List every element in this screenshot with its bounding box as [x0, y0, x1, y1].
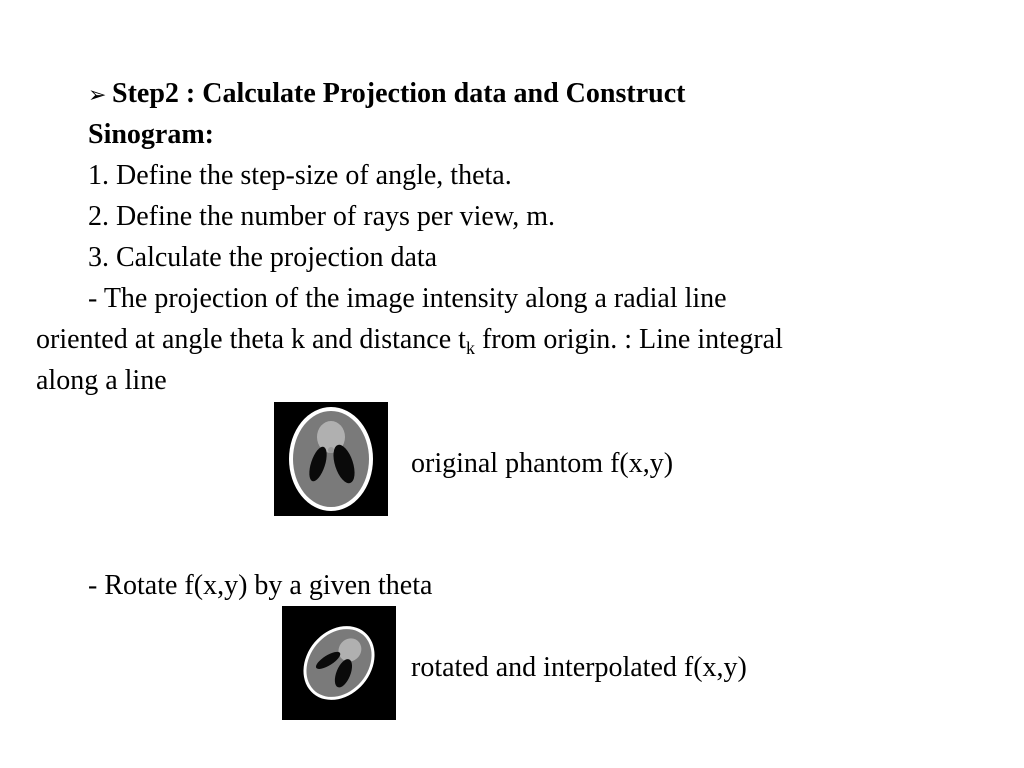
heading-line-2: Sinogram: — [88, 119, 214, 150]
caption-rotated-phantom: rotated and interpolated f(x,y) — [411, 652, 747, 683]
description-line-2 — [36, 323, 783, 357]
step-3-text: 3. Calculate the projection data — [88, 242, 438, 273]
rotate-text: - Rotate f(x,y) by a given theta — [88, 570, 433, 601]
caption-original-phantom: original phantom f(x,y) — [411, 448, 674, 479]
step-1-text: 1. Define the step-size of angle, theta. — [88, 160, 512, 191]
heading-text: Step2 : Calculate Projection data and Construct — [112, 78, 686, 109]
step-2-text: 2. Define the number of rays per view, m. — [88, 201, 556, 232]
rotated-phantom-image — [282, 606, 396, 720]
subscript-k: k — [465, 338, 475, 358]
arrow-bullet-icon: ➢ — [88, 83, 107, 108]
original-phantom-image — [274, 402, 388, 516]
description-line-3: along a line — [36, 365, 167, 396]
description-line-1: - The projection of the image intensity along a radial line — [88, 283, 727, 314]
description-line-2-start: oriented at angle theta k and distance t — [36, 324, 466, 355]
description-line-2-end: from origin. : Line integral — [474, 324, 783, 355]
heading-line-1 — [88, 77, 685, 113]
